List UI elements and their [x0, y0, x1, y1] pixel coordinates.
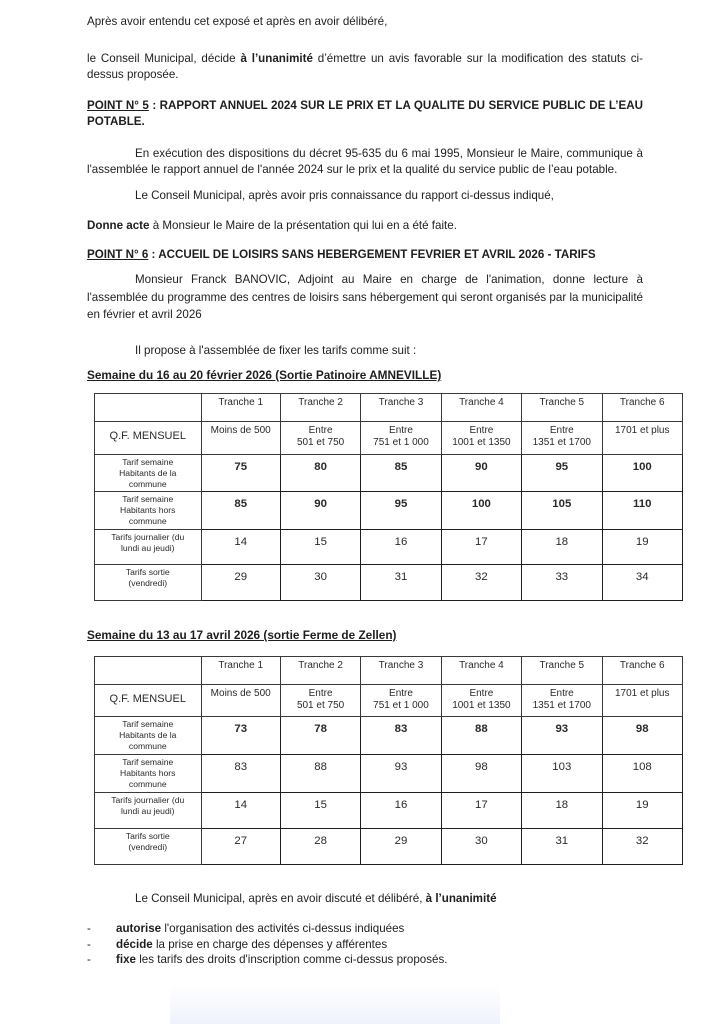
- qf-range: Entre 1351 et 1700: [522, 422, 602, 455]
- tarif-value: 90: [280, 492, 360, 530]
- tarif-value: 31: [361, 565, 441, 601]
- tarif-value: 100: [441, 492, 521, 530]
- qf-mensuel-label: Q.F. MENSUEL: [95, 422, 202, 455]
- week2-tarifs-table: [94, 656, 683, 865]
- tranche-header: Tranche 3: [361, 657, 441, 685]
- qf-range: Moins de 500: [201, 685, 280, 717]
- tarif-value: 85: [201, 492, 280, 530]
- tarif-habitants-row: [95, 717, 683, 755]
- tarif-value: 34: [602, 565, 683, 601]
- point5-paragraph: En exécution des dispositions du décret 95-635 du 6 mai 1995, Monsieur le Maire, communique à l'assemblée le rapport annuel de l'année 2024 sur le prix et la qualité du service public de l’eau potable.: [87, 147, 643, 176]
- tranche-header: Tranche 2: [280, 657, 360, 685]
- tarif-sortie-row: [95, 565, 683, 601]
- tarif-hors-row: [95, 492, 683, 530]
- row-label: Tarifs journalier (du lundi au jeudi): [95, 793, 202, 829]
- point5-council-paragraph: Le Conseil Municipal, après avoir pris connaissance du rapport ci-dessus indiqué,: [135, 189, 554, 202]
- tarif-value: 30: [280, 565, 360, 601]
- point5-acte: Donne acte à Monsieur le Maire de la présentation qui lui en a été faite.: [87, 219, 457, 232]
- tarif-value: 32: [602, 829, 683, 865]
- tarif-value: 31: [522, 829, 602, 865]
- tranche-header: Tranche 2: [280, 394, 360, 422]
- point6-paragraph: Monsieur Franck BANOVIC, Adjoint au Maire en charge de l'animation, donne lecture à l'assemblée du programme des centres de loisirs sans hébergement qui seront organisés par la municipalité en février et avril 2026: [87, 273, 643, 321]
- tarif-value: 17: [441, 793, 521, 829]
- tarif-hors-row: [95, 755, 683, 793]
- tarif-value: 83: [201, 755, 280, 793]
- tarif-value: 98: [602, 717, 683, 755]
- tranche-header: Tranche 1: [201, 394, 280, 422]
- tarif-value: 80: [280, 455, 360, 492]
- tarif-value: 14: [201, 793, 280, 829]
- tarif-value: 83: [361, 717, 441, 755]
- empty-corner-cell: [95, 394, 202, 422]
- tarif-value: 33: [522, 565, 602, 601]
- tarif-value: 98: [441, 755, 521, 793]
- tranche-header: Tranche 6: [602, 394, 683, 422]
- decision-list: [87, 921, 448, 968]
- tranche-header: Tranche 5: [522, 657, 602, 685]
- tarif-value: 16: [361, 793, 441, 829]
- tranche-header: Tranche 6: [602, 657, 683, 685]
- row-label: Tarif semaine Habitants de la commune: [95, 455, 202, 492]
- tarif-value: 19: [602, 530, 683, 565]
- week1-tarifs-table: [94, 393, 683, 601]
- qf-range: Moins de 500: [201, 422, 280, 455]
- conclusion-lead: Le Conseil Municipal, après en avoir discuté et délibéré, à l’unanimité: [135, 892, 497, 905]
- qf-range: Entre 501 et 750: [280, 422, 360, 455]
- point5-heading: POINT N° 5 : RAPPORT ANNUEL 2024 SUR LE PRIX ET LA QUALITE DU SERVICE PUBLIC DE L’EAU POTABLE.: [87, 99, 644, 128]
- empty-corner-cell: [95, 657, 202, 685]
- tranche-header: Tranche 4: [441, 657, 521, 685]
- tarif-value: 29: [361, 829, 441, 865]
- tarif-value: 95: [522, 455, 602, 492]
- row-label: Tarifs sortie (vendredi): [95, 565, 202, 601]
- tranche-header: Tranche 4: [441, 394, 521, 422]
- qf-mensuel-label: Q.F. MENSUEL: [95, 685, 202, 717]
- qf-range: Entre 751 et 1 000: [361, 685, 441, 717]
- point6-heading: POINT N° 6 : ACCUEIL DE LOISIRS SANS HEBERGEMENT FEVRIER ET AVRIL 2026 - TARIFS: [87, 248, 596, 261]
- tarif-value: 100: [602, 455, 683, 492]
- tarif-sortie-row: [95, 829, 683, 865]
- week2-title: Semaine du 13 au 17 avril 2026 (sortie Ferme de Zellen): [87, 628, 397, 642]
- tarif-value: 17: [441, 530, 521, 565]
- tarif-value: 28: [280, 829, 360, 865]
- tarif-value: 27: [201, 829, 280, 865]
- unanimity-bold: à l’unanimité: [240, 52, 313, 65]
- qf-range: Entre 1001 et 1350: [441, 422, 521, 455]
- decision-paragraph: le Conseil Municipal, décide à l’unanimité d’émettre un avis favorable sur la modification des statuts ci-dessus proposée.: [87, 52, 643, 81]
- qf-range: Entre 1001 et 1350: [441, 685, 521, 717]
- point6-propose: Il propose à l'assemblée de fixer les tarifs comme suit :: [135, 344, 417, 357]
- tarif-value: 78: [280, 717, 360, 755]
- qf-range-row: [95, 685, 683, 717]
- qf-range: 1701 et plus: [602, 685, 683, 717]
- tarif-journalier-row: [95, 530, 683, 565]
- tarif-value: 110: [602, 492, 683, 530]
- qf-range: Entre 751 et 1 000: [361, 422, 441, 455]
- qf-range: 1701 et plus: [602, 422, 683, 455]
- tarif-value: 105: [522, 492, 602, 530]
- decision-item: - autorise l'organisation des activités ci-dessus indiquées: [87, 922, 405, 935]
- tarif-value: 30: [441, 829, 521, 865]
- row-label: Tarifs sortie (vendredi): [95, 829, 202, 865]
- tranche-header-row: [95, 394, 683, 422]
- tarif-value: 103: [522, 755, 602, 793]
- row-label: Tarif semaine Habitants de la commune: [95, 717, 202, 755]
- qf-range: Entre 1351 et 1700: [522, 685, 602, 717]
- tarif-value: 88: [280, 755, 360, 793]
- tarif-value: 93: [361, 755, 441, 793]
- tarif-value: 108: [602, 755, 683, 793]
- tranche-header: Tranche 1: [201, 657, 280, 685]
- tranche-header: Tranche 5: [522, 394, 602, 422]
- tarif-value: 15: [280, 530, 360, 565]
- tarif-value: 88: [441, 717, 521, 755]
- decision-item: - décide la prise en charge des dépenses y afférentes: [87, 937, 388, 951]
- tarif-value: 16: [361, 530, 441, 565]
- intro-line: Après avoir entendu cet exposé et après en avoir délibéré,: [87, 15, 388, 28]
- decision-item: - fixe les tarifs des droits d'inscription comme ci-dessus proposés.: [87, 953, 448, 966]
- row-label: Tarif semaine Habitants hors commune: [95, 492, 202, 530]
- scan-artifact: [170, 985, 500, 1024]
- tranche-header-row: [95, 657, 683, 685]
- tarif-value: 32: [441, 565, 521, 601]
- tarif-value: 15: [280, 793, 360, 829]
- tarif-value: 19: [602, 793, 683, 829]
- tarif-value: 95: [361, 492, 441, 530]
- tarif-value: 18: [522, 530, 602, 565]
- tarif-value: 75: [201, 455, 280, 492]
- point5-label: POINT N° 5: [87, 99, 149, 112]
- row-label: Tarifs journalier (du lundi au jeudi): [95, 530, 202, 565]
- tarif-value: 90: [441, 455, 521, 492]
- point6-label: POINT N° 6: [87, 248, 149, 261]
- tarif-journalier-row: [95, 793, 683, 829]
- tranche-header: Tranche 3: [361, 394, 441, 422]
- tarif-value: 73: [201, 717, 280, 755]
- tarif-value: 85: [361, 455, 441, 492]
- week1-title: Semaine du 16 au 20 février 2026 (Sortie Patinoire AMNEVILLE): [87, 368, 442, 382]
- tarif-value: 93: [522, 717, 602, 755]
- qf-range: Entre 501 et 750: [280, 685, 360, 717]
- tarif-value: 14: [201, 530, 280, 565]
- tarif-value: 18: [522, 793, 602, 829]
- tarif-habitants-row: [95, 455, 683, 492]
- row-label: Tarif semaine Habitants hors commune: [95, 755, 202, 793]
- qf-range-row: [95, 422, 683, 455]
- tarif-value: 29: [201, 565, 280, 601]
- unanimity-bold: à l’unanimité: [425, 892, 497, 905]
